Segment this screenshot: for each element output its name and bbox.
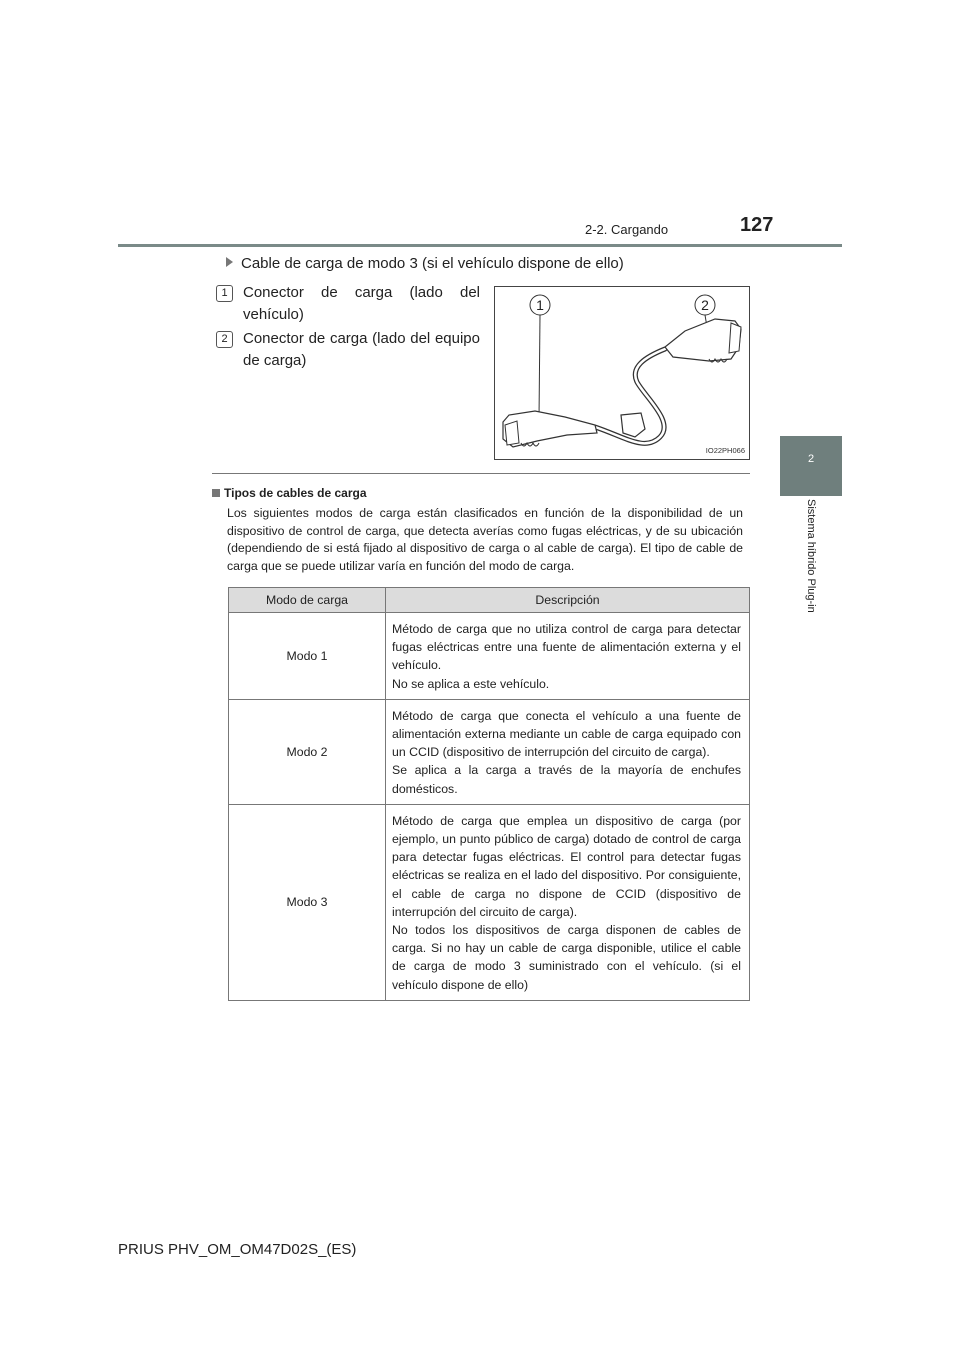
figure-label-1: 1	[536, 297, 544, 313]
figure-label-2: 2	[701, 297, 709, 313]
page-number: 127	[740, 214, 774, 236]
figure-code: IO22PH066	[705, 446, 745, 455]
chapter-tab-label: Sistema híbrido Plug-in	[805, 499, 817, 613]
description-cell	[386, 699, 750, 804]
charging-modes-table	[228, 587, 750, 1001]
mode-cell: Modo 2	[229, 699, 386, 804]
document-id: PRIUS PHV_OM_OM47D02S_(ES)	[118, 1241, 357, 1258]
cable-section-heading	[226, 255, 624, 272]
triangle-bullet-icon	[226, 257, 233, 267]
table-row	[229, 613, 750, 700]
cable-types-heading-text: Tipos de cables de carga	[224, 486, 367, 500]
chapter-tab	[780, 436, 842, 496]
mode-cell: Modo 1	[229, 613, 386, 700]
table-header-row	[229, 588, 750, 613]
square-bullet-icon	[212, 489, 220, 497]
header-divider	[118, 244, 842, 247]
control-box	[621, 413, 645, 437]
description-cell	[386, 613, 750, 700]
leader-line-1	[539, 315, 540, 419]
callout-item	[216, 328, 480, 372]
description-line: Método de carga que emplea un dispositivo de carga (por ejemplo, un punto público de carga) dotado de control de carga para detectar fugas eléctricas. El control para detectar fugas eléctricas se realiza en el lado del dispositivo. Por consiguiente, el cable de carga no dispone de CCID (dispositivo de interrupción del circuito de carga).	[392, 813, 741, 919]
callout-text: Conector de carga (lado del equipo de carga)	[243, 330, 480, 369]
description-line: No se aplica a este vehículo.	[392, 676, 550, 691]
cable-types-paragraph: Los siguientes modos de carga están clasificados en función de la disponibilidad de un dispositivo de control de carga, que detecta averías como fugas eléctricas, y de su ubicación (dependiendo de si está fijado al dispositivo de carga o al cable de carga). El tipo de cable de carga que se puede utilizar varía en función del modo de carga.	[227, 506, 743, 573]
description-line: No todos los dispositivos de carga disponen de cables de carga. Si no hay un cable de carga disponible, utilice el cable de carga de modo 3 suministrado con el vehículo. (si el vehículo dispone de ello)	[392, 923, 741, 992]
description-line: Método de carga que no utiliza control de carga para detectar fugas eléctricas entre una fuente de alimentación externa y el vehículo.	[392, 622, 741, 673]
section-divider	[212, 473, 750, 474]
equipment-connector-face	[729, 323, 741, 353]
cable-types-heading	[212, 486, 367, 500]
callout-text: Conector de carga (lado del vehículo)	[243, 284, 480, 323]
cable-drawing	[495, 287, 751, 461]
charging-cable-illustration	[494, 286, 750, 460]
description-line: Se aplica a la carga a través de la mayoría de enchufes domésticos.	[392, 763, 741, 796]
mode-cell: Modo 3	[229, 804, 386, 1000]
table-row	[229, 804, 750, 1000]
callout-number-badge: 2	[216, 331, 233, 348]
description-line: Método de carga que conecta el vehículo a una fuente de alimentación externa mediante un cable de carga equipado con un CCID (dispositivo de interrupción del circuito de carga).	[392, 708, 741, 760]
column-header-description: Descripción	[386, 588, 750, 613]
vehicle-connector-face	[505, 421, 519, 445]
header-section-title: 2-2. Cargando	[585, 222, 669, 237]
chapter-tab-number: 2	[807, 453, 815, 465]
table-row	[229, 699, 750, 804]
callout-number-badge: 1	[216, 285, 233, 302]
description-cell	[386, 804, 750, 1000]
cable-section-heading-text: Cable de carga de modo 3 (si el vehículo dispone de ello)	[241, 255, 624, 272]
column-header-mode: Modo de carga	[229, 588, 386, 613]
callout-item	[216, 282, 480, 326]
